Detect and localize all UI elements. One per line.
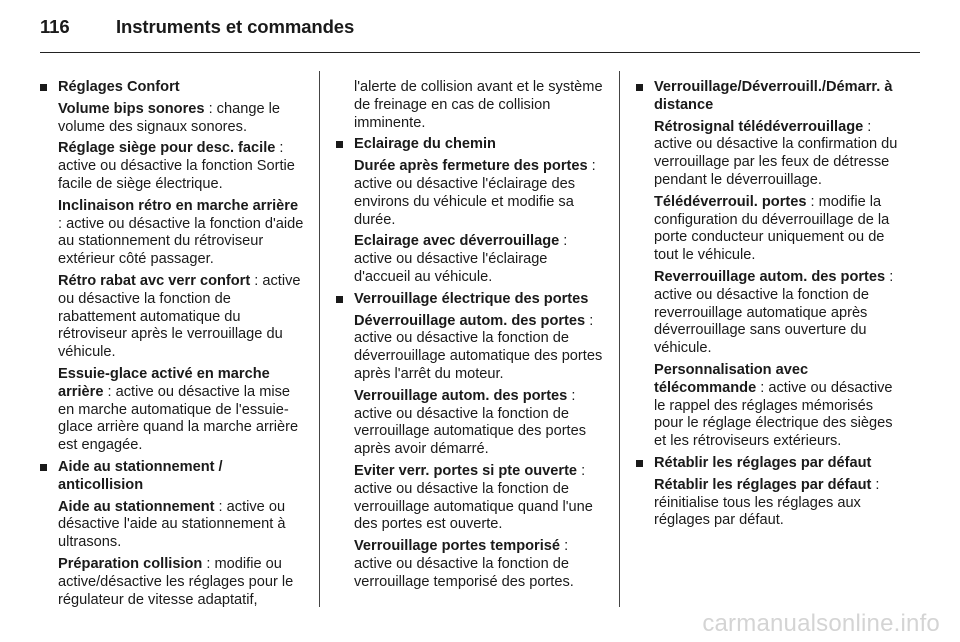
setting-description: : active ou désactive la fonction d'aide au stationnement du rétroviseur extérieur côté passager. (58, 215, 304, 268)
setting-item (58, 366, 304, 455)
setting-item (58, 140, 304, 193)
header-rule (40, 52, 920, 53)
setting-name: Eviter verr. portes si pte ouverte (354, 462, 578, 479)
setting-name: Durée après fermeture des portes (354, 158, 588, 175)
setting-item (58, 101, 304, 137)
setting-item (354, 158, 604, 229)
setting-name: Rétablir les réglages par défaut (654, 476, 872, 493)
setting-name: Verrouillage autom. des portes (354, 387, 568, 404)
column-2 (336, 79, 604, 596)
setting-description: : active ou désactive la confirmation du verrouillage par les feux de détresse pendant le déverrouillage. (654, 118, 898, 188)
settings-section (40, 79, 304, 455)
setting-item (654, 269, 904, 358)
watermark: carmanualsonline.info (702, 610, 940, 637)
continuation-text: l'alerte de collision avant et le système de freinage en cas de collision imminente. (354, 79, 603, 131)
settings-section (40, 459, 304, 609)
page-title: Instruments et commandes (116, 16, 355, 37)
setting-description: : active ou désactive la fonction de rabattement automatique du rétroviseur après le verrouillage du véhicule. (58, 272, 301, 361)
setting-description: : active ou désactive la fonction de verrouillage temporisé des portes. (354, 538, 574, 590)
setting-item (654, 362, 904, 451)
column-1 (40, 79, 304, 613)
section-title: Verrouillage électrique des portes (354, 290, 589, 307)
square-bullet-icon (636, 84, 643, 91)
section-title: Aide au stationnement / anticollision (58, 458, 223, 493)
setting-item (354, 313, 604, 384)
section-title: Eclairage du chemin (354, 136, 496, 153)
square-bullet-icon (336, 141, 343, 148)
setting-item (354, 463, 604, 534)
column-3 (636, 79, 904, 534)
setting-name: Personnalisation avec télécommande (654, 361, 809, 396)
setting-name: Inclinaison rétro en marche arrière (58, 197, 299, 214)
setting-description: : change le volume des signaux sonores. (58, 100, 280, 135)
setting-name: Reverrouillage autom. des portes (654, 268, 886, 285)
setting-item (354, 233, 604, 286)
setting-description: : active ou désactive la fonction de déverrouillage automatique des portes après l'arrêt du moteur. (354, 312, 603, 382)
setting-name: Volume bips sonores (58, 100, 205, 117)
setting-description: : active ou désactive la fonction Sortie facile de siège électrique. (58, 140, 295, 192)
setting-description: : active ou désactive la mise en marche automatique de l'essuie-glace arrière quand la marche arrière est engagée. (58, 383, 299, 454)
setting-description: : modifie la configuration du déverrouillage de la porte conducteur uniquement ou de tout le véhicule. (654, 193, 890, 264)
setting-description: : active ou désactive l'éclairage d'accueil au véhicule. (354, 233, 568, 285)
setting-name: Rétrosignal télédéverrouillage (654, 118, 864, 135)
square-bullet-icon (636, 460, 643, 467)
settings-section (336, 136, 604, 286)
setting-name: Préparation collision (58, 555, 203, 572)
setting-description: : active ou désactive la fonction de verrouillage automatique quand l'une des portes est ouverte. (354, 462, 593, 533)
setting-item (654, 477, 904, 530)
setting-description: : active ou désactive la fonction de verrouillage automatique des portes après avoir démarré. (354, 387, 587, 458)
setting-description: : active ou désactive l'aide au stationnement à ultrasons. (58, 498, 286, 551)
setting-description: : active ou désactive la fonction de reverrouillage automatique après déverrouillage sans ouverture du véhicule. (654, 268, 894, 357)
setting-name: Déverrouillage autom. des portes (354, 312, 586, 329)
setting-description: : active ou désactive l'éclairage des environs du véhicule et modifie sa durée. (354, 158, 596, 228)
settings-section (636, 455, 904, 530)
setting-item (354, 538, 604, 591)
setting-description: : réinitialise tous les réglages aux réglages par défaut. (654, 476, 880, 529)
setting-item (654, 194, 904, 265)
setting-item (354, 388, 604, 459)
section-title: Verrouillage/Déverrouill./Démarr. à distance (654, 79, 893, 113)
column-separator (319, 71, 320, 607)
section-title: Réglages Confort (58, 79, 180, 95)
setting-name: Verrouillage portes temporisé (354, 538, 561, 555)
setting-name: Aide au stationnement (58, 498, 215, 515)
settings-section (336, 291, 604, 592)
setting-name: Eclairage avec déverrouillage (354, 233, 560, 250)
settings-section (636, 79, 904, 451)
page-number: 116 (40, 16, 70, 37)
setting-item (58, 556, 304, 609)
setting-name: Télédéverrouil. portes (654, 193, 807, 210)
square-bullet-icon (336, 296, 343, 303)
setting-description: : active ou désactive le rappel des réglages mémorisés pour le réglage électrique des sièges et les rétroviseurs extérieurs. (654, 379, 893, 450)
setting-item (654, 119, 904, 190)
setting-description: : modifie ou active/désactive les réglages pour le régulateur de vitesse adaptatif, (58, 555, 294, 608)
setting-item (58, 499, 304, 552)
setting-name: Rétro rabat avc verr confort (58, 272, 251, 289)
setting-item (58, 198, 304, 269)
square-bullet-icon (40, 464, 47, 471)
setting-name: Essuie-glace activé en marche arrière (58, 365, 270, 400)
page-header (40, 16, 920, 50)
setting-name: Réglage siège pour desc. facile (58, 140, 276, 157)
setting-item (58, 273, 304, 362)
section-title: Rétablir les réglages par défaut (654, 454, 872, 471)
square-bullet-icon (40, 84, 47, 91)
column-separator (619, 71, 620, 607)
